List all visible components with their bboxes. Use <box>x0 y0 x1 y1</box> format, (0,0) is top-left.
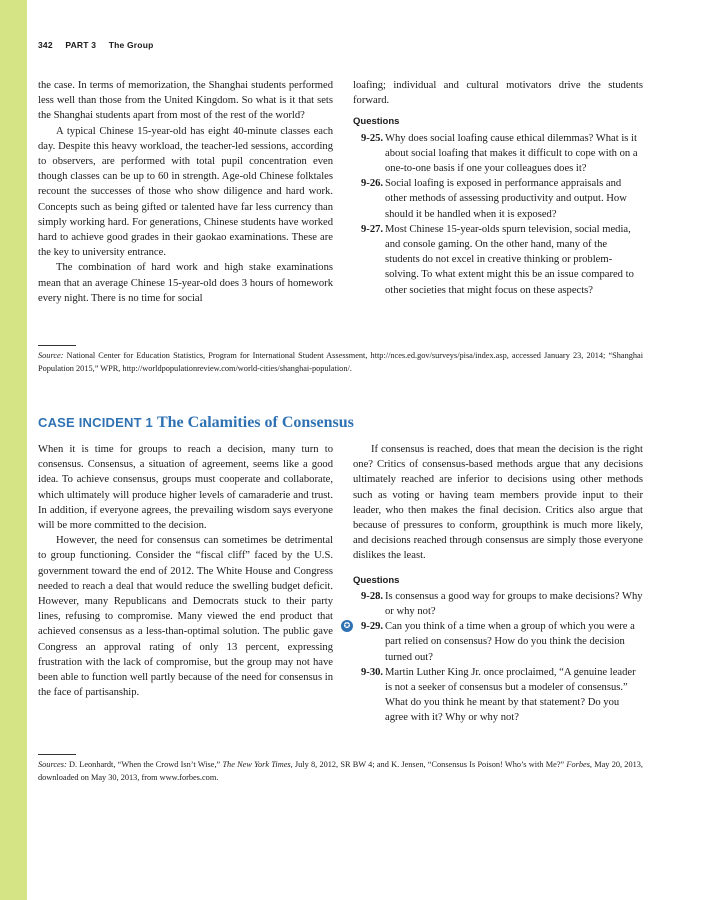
running-head <box>38 40 164 50</box>
questions-heading: Questions <box>353 116 400 128</box>
sources-note <box>38 758 643 784</box>
question-number: 9-28. <box>361 590 384 602</box>
question-item <box>353 222 643 298</box>
body-paragraph: If consensus is reached, does that mean the decision is the right one? Critics of consensus-based methods argue that any decisions ultimately reached are inferior to decisions using other methods such as voting or having team members provide input to their leader, who then makes the final decision. Critics also argue that because of pressures to conform, groupthink is much more likely, and decisions reached through consensus are simply those everyone dislikes the least. <box>353 444 643 562</box>
sources-text: May 20, 2013, downloaded on May 30, 2013, from www.forbes.com. <box>38 760 643 782</box>
question-number: 9-30. <box>361 666 384 678</box>
sources-publication: Forbes, <box>566 760 593 769</box>
sources-label: Sources: <box>38 760 67 769</box>
body-paragraph: However, the need for consensus can sometimes be detrimental to group functioning. Consider the “fiscal cliff” faced by the U.S. government toward the end of 2012. The White House and Congress needed to reach a deal that would reduce the swelling budget deficit. However, many Republicans and Democrats stuck to their party lines, refusing to compromise. Many viewed the end product that achieved consensus as a less-than-optimal solution. The public gave Congress an approval rating of only 13 percent, expressing frustration with the lack of compromise, but the group may not have been able to function well partly because of the need for consensus in the face of partisanship. <box>38 535 333 699</box>
question-text: Is consensus a good way for groups to make decisions? Why or why not? <box>385 590 643 618</box>
question-item <box>353 131 643 177</box>
case-incident-name: The Calamities of Consensus <box>156 414 354 431</box>
page-number: 342 <box>38 40 53 50</box>
question-text: Social loafing is exposed in performance appraisals and other methods of assessing productivity and output. How should it be handled when it is exposed? <box>385 178 627 220</box>
top-right-column <box>353 78 643 298</box>
question-text: Most Chinese 15-year-olds spurn television, social media, and console gaming. On the other hand, many of the students do not excel in creative thinking or problem-solving. To what extent might this be an issue compared to other societies that might focus on these aspects? <box>385 223 634 296</box>
question-item <box>343 619 643 665</box>
body-paragraph: A typical Chinese 15-year-old has eight 40-minute classes each day. Despite this heavy workload, the teacher-led sessions, according to observers, are performed with total pupil concentration even though classes can be up to 60 in strength. Age-old Chinese folktales recount the successes of those who show diligence and hard work. Concepts such as being gifted or talented have far less currency than simply working hard. For generations, Chinese students have worked hard to achieve good grades in their gaokao examinations. These are the key to university entrance. <box>38 125 333 259</box>
body-paragraph: loafing; individual and cultural motivators drive the students forward. <box>353 80 643 107</box>
question-number: 9-27. <box>361 223 384 235</box>
body-paragraph: When it is time for groups to reach a decision, many turn to consensus. Consensus, a situation of agreement, seems like a good idea. To achieve consensus, groups must cooperate and collaborate, which ultimately will produce higher levels of camaraderie and trust. In addition, if everyone agrees, the prevailing wisdom says everyone will be more committed to the decision. <box>38 444 333 532</box>
sources-text: July 8, 2012, SR BW 4; and K. Jensen, “Consensus Is Poison! Who’s with Me?” <box>292 760 567 769</box>
question-text: Why does social loafing cause ethical dilemmas? What is it about social loafing that makes it difficult to cope with on a one-to-one basis if one your colleagues does it? <box>385 132 638 175</box>
question-number: 9-25. <box>361 132 384 144</box>
question-number: 9-29. <box>361 621 384 633</box>
body-paragraph: the case. In terms of memorization, the Shanghai students performed less well than those from the United Kingdom. So what is it that sets the Shanghai students apart from most of the rest of the world? <box>38 80 333 122</box>
star-icon: ✪ <box>341 620 353 632</box>
top-left-column <box>38 78 333 306</box>
question-number: 9-26. <box>361 178 384 190</box>
source-divider <box>38 345 76 346</box>
sources-text: D. Leonhardt, “When the Crowd Isn’t Wise,” <box>68 760 223 769</box>
source-text: National Center for Education Statistics, Program for International Student Assessment, http://nces.ed.gov/surveys/pisa/index.asp, accessed January 23, 2014; “Shanghai Population 2015,” WPR, http://worldpopulationreview.com/world-cities/shanghai-population/. <box>38 351 644 373</box>
sources-publication: The New York Times, <box>222 760 293 769</box>
case-incident-title <box>38 414 354 432</box>
sources-divider <box>38 754 76 755</box>
source-label: Source: <box>38 351 64 360</box>
questions-heading: Questions <box>353 574 400 586</box>
case-left-column <box>38 442 333 700</box>
question-item <box>353 589 643 619</box>
question-text: Can you think of a time when a group of which you were a part relied on consensus? How do you think the decision turned out? <box>385 621 635 663</box>
case-incident-label: CASE INCIDENT 1 <box>38 415 153 430</box>
question-text: Martin Luther King Jr. once proclaimed, “A genuine leader is not a seeker of consensus but a modeler of consensus.” What do you think he meant by that statement? Do you agree with it? Why or why not? <box>385 666 636 724</box>
question-item <box>353 665 643 726</box>
part-label: PART 3 <box>65 40 97 50</box>
part-title: The Group <box>108 40 154 50</box>
case-right-column <box>343 442 643 726</box>
source-note <box>38 349 643 375</box>
body-paragraph: The combination of hard work and high stake examinations mean that an average Chinese 15-year-old does 3 hours of homework every night. There is no time for social <box>38 262 333 304</box>
page-edge-color-bar <box>0 0 27 900</box>
question-item <box>353 176 643 222</box>
